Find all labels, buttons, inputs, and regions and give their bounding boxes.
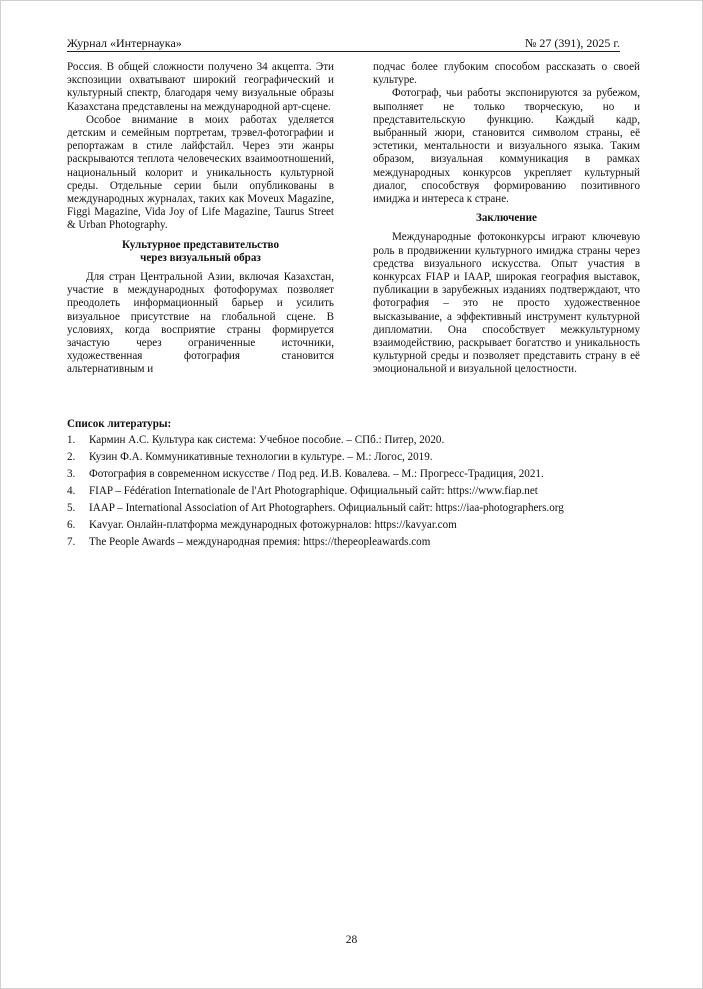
issue-number: № 27 (391), 2025 г.: [524, 36, 620, 50]
reference-text: Кузин Ф.А. Коммуникативные технологии в культуре. – М.: Логос, 2019.: [89, 451, 433, 463]
reference-item: [67, 502, 627, 519]
page-number: 28: [345, 934, 358, 946]
paragraph: Фотограф, чьи работы экспонируются за рубежом, выполняет не только творческую, но и представительскую функцию. Каждый кадр, выбранный жюри, становится символом страны, её эстетики, ментальности и визуального языка. Таким образом, визуальная коммуникация в рамках международных конкурсов укрепляет культурный диалог, способствуя формированию позитивного имиджа и интереса к стране.: [373, 87, 640, 206]
reference-number: 1.: [67, 434, 76, 446]
reference-text: Фотография в современном искусстве / Под ред. И.В. Ковалева. – М.: Прогресс-Традиция, 2021.: [89, 468, 544, 480]
reference-text: Кармин А.С. Культура как система: Учебное пособие. – СПб.: Питер, 2020.: [89, 434, 445, 446]
left-column: [67, 61, 334, 377]
section-heading: Заключение: [476, 212, 537, 225]
reference-number: 2.: [67, 451, 76, 463]
reference-item: [67, 519, 627, 536]
paragraph: подчас более глубоким способом рассказать о своей культуре.: [373, 61, 640, 87]
reference-item: [67, 468, 627, 485]
reference-item: [67, 434, 627, 451]
reference-item: [67, 485, 627, 502]
reference-number: 4.: [67, 485, 76, 497]
journal-title: Журнал «Интернаука»: [67, 36, 182, 50]
references: [67, 418, 627, 553]
section-heading: [67, 239, 334, 265]
reference-item: [67, 536, 627, 553]
right-column: [373, 61, 640, 377]
reference-number: 6.: [67, 519, 76, 531]
page-header: [67, 33, 620, 52]
reference-number: 7.: [67, 536, 76, 548]
paragraph: Особое внимание в моих работах уделяется детским и семейным портретам, трэвел-фотографии и репортажам в стиле лайфстайл. Через эти жанры раскрываются теплота человеческих взаимоотношений, национальный колорит и уникальность культурной среды. Отдельные серии были опубликованы в международных журналах, таких как Moveux Magazine, Figgi Magazine, Vida Joy of Life Magazine, Taurus Street & Urban Photography.: [67, 113, 334, 232]
reference-text: Kavyar. Онлайн-платформа международных фотожурналов: https://kavyar.com: [89, 519, 457, 531]
reference-text: The People Awards – международная премия: https://thepeopleawards.com: [89, 536, 431, 548]
references-title: Список литературы:: [67, 418, 172, 430]
reference-number: 5.: [67, 502, 76, 514]
reference-item: [67, 451, 627, 468]
paragraph: Международные фотоконкурсы играют ключевую роль в продвижении культурного имиджа страны через средства визуального искусства. Опыт участия в конкурсах FIAP и IAAP, широкая география выставок, публикации в зарубежных изданиях подтверждают, что фотография – это не просто художественное высказывание, а эффективный инструмент культурной дипломатии. Она способствует межкультурному взаимодействию, раскрывает богатство и уникальность культурной среды и позволяет представить страну в её эмоциональной и визуальной целостности.: [373, 231, 640, 376]
reference-text: IAAP – International Association of Art Photographers. Официальный сайт: https://iaa-photographers.org: [89, 502, 564, 514]
reference-number: 3.: [67, 468, 76, 480]
reference-text: FIAP – Fédération Internationale de l'Art Photographique. Официальный сайт: https://www.fiap.net: [89, 485, 538, 497]
paragraph: Россия. В общей сложности получено 34 акцепта. Эти экспозиции охватывают широкий географический и культурный спектр, благодаря чему визуальные образы Казахстана представлены на международной арт-сцене.: [67, 61, 334, 113]
heading-line: через визуальный образ: [140, 251, 261, 264]
paragraph: Для стран Центральной Азии, включая Казахстан, участие в международных фотофорумах позволяет преодолеть информационный барьер и усилить визуальное присутствие на глобальной сцене. В условиях, когда восприятие страны формируется зачастую через ограниченные источники, художественная фотография становится альтернативным и: [67, 271, 334, 376]
heading-line: Культурное представительство: [121, 238, 280, 251]
